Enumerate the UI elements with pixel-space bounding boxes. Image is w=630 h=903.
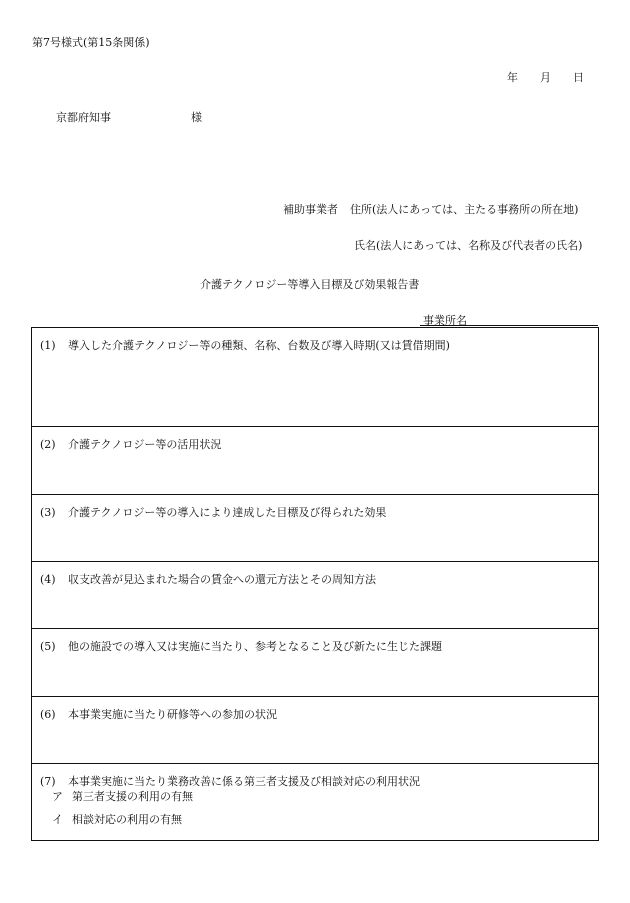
date-day: 日: [573, 71, 584, 84]
form-number: 第7号様式(第15条関係): [32, 36, 150, 49]
section-7-subitem-i: [52, 814, 182, 825]
document-title: 介護テクノロジー等導入目標及び効果報告書: [200, 278, 420, 291]
section-2: [32, 427, 598, 495]
subitem-a-text: 第三者支援の利用の有無: [72, 790, 193, 803]
section-7-heading: [40, 776, 420, 787]
date-month: 月: [540, 71, 551, 84]
subitem-a-mark: ア: [52, 790, 63, 803]
subitem-i-text: 相談対応の利用の有無: [72, 813, 182, 826]
addressee-honorific: 様: [191, 111, 202, 124]
applicant-label: 補助事業者: [283, 203, 338, 216]
section-1-heading: [40, 340, 450, 351]
section-1: [32, 328, 598, 427]
section-6-number: (6): [40, 708, 56, 721]
date-line: [507, 72, 584, 83]
report-table: [31, 327, 599, 841]
section-2-text: 介護テクノロジー等の活用状況: [68, 438, 222, 451]
section-5-number: (5): [40, 640, 56, 653]
addressee: [56, 112, 202, 123]
applicant-address-label: 住所(法人にあっては、主たる事務所の所在地): [350, 203, 579, 216]
section-6-text: 本事業実施に当たり研修等への参加の状況: [68, 708, 277, 721]
section-3-number: (3): [40, 506, 56, 519]
section-1-number: (1): [40, 339, 56, 352]
section-6-heading: [40, 709, 277, 720]
office-name-label: 事業所名: [423, 314, 467, 327]
section-1-text: 導入した介護テクノロジー等の種類、名称、台数及び導入時期(又は賃借期間): [68, 339, 450, 352]
addressee-name: 京都府知事: [56, 111, 111, 124]
applicant-name-label: 氏名(法人にあっては、名称及び代表者の氏名): [354, 239, 583, 252]
subitem-i-mark: イ: [52, 813, 63, 826]
section-5-heading: [40, 641, 442, 652]
section-4-number: (4): [40, 573, 56, 586]
date-year: 年: [507, 71, 518, 84]
section-3-heading: [40, 507, 386, 518]
section-2-number: (2): [40, 438, 56, 451]
section-2-heading: [40, 439, 221, 450]
section-3: [32, 495, 598, 562]
section-4: [32, 562, 598, 629]
section-5-text: 他の施設での導入又は実施に当たり、参考となること及び新たに生じた課題: [68, 640, 442, 653]
section-4-heading: [40, 574, 376, 585]
section-7-text: 本事業実施に当たり業務改善に係る第三者支援及び相談対応の利用状況: [68, 775, 420, 788]
section-7-number: (7): [40, 775, 56, 788]
section-5: [32, 629, 598, 697]
section-7: [32, 764, 598, 840]
section-4-text: 収支改善が見込まれた場合の賃金への還元方法とその周知方法: [68, 573, 376, 586]
office-name-underline: [420, 325, 598, 326]
section-7-subitem-a: [52, 791, 193, 802]
section-6: [32, 697, 598, 764]
applicant-address-row: [283, 204, 578, 215]
section-3-text: 介護テクノロジー等の導入により達成した目標及び得られた効果: [68, 506, 387, 519]
